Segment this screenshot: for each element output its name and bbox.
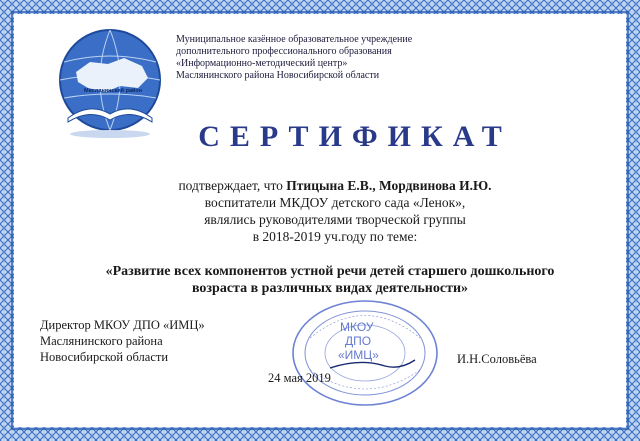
certificate-body: [0, 177, 640, 245]
signer-line: Директор МКОУ ДПО «ИМЦ»: [40, 318, 205, 332]
topic: [0, 263, 640, 297]
logo-caption: Маслянинский район: [84, 88, 143, 94]
signer-block: [40, 317, 205, 365]
certificate-title: СЕРТИФИКАТ: [198, 120, 512, 153]
body-line: являлись руководителями творческой группы: [204, 212, 466, 227]
body-line: [30, 177, 640, 194]
recipient-names: Птицына Е.В., Мордвинова И.Ю.: [286, 178, 492, 193]
stamp-line: МКОУ: [340, 320, 374, 334]
body-prefix: подтверждает, что: [178, 178, 287, 193]
organization-line: «Информационно-методический центр»: [176, 58, 348, 69]
body-line: в 2018-2019 уч.году по теме:: [252, 229, 418, 244]
stamp-line: «ИМЦ»: [338, 348, 379, 362]
signer-line: Маслянинского района: [40, 334, 163, 348]
signer-line: Новосибирской области: [40, 350, 169, 364]
body-line: воспитатели МКДОУ детского сада «Ленок»,: [204, 195, 466, 210]
organization-line: Муниципальное казённое образовательное учреждение: [176, 34, 413, 45]
organization-header: [176, 34, 476, 82]
signer-name: И.Н.Соловьёва: [457, 352, 537, 366]
topic-line: возраста в различных видах деятельности»: [191, 281, 469, 296]
stamp-line: ДПО: [345, 334, 372, 348]
topic-line: «Развитие всех компонентов устной речи детей старшего дошкольного: [105, 264, 555, 279]
organization-line: Маслянинского района Новосибирской области: [176, 70, 380, 81]
certificate-date: 24 мая 2019: [268, 371, 331, 385]
organization-line: дополнительного профессионального образования: [176, 46, 392, 57]
